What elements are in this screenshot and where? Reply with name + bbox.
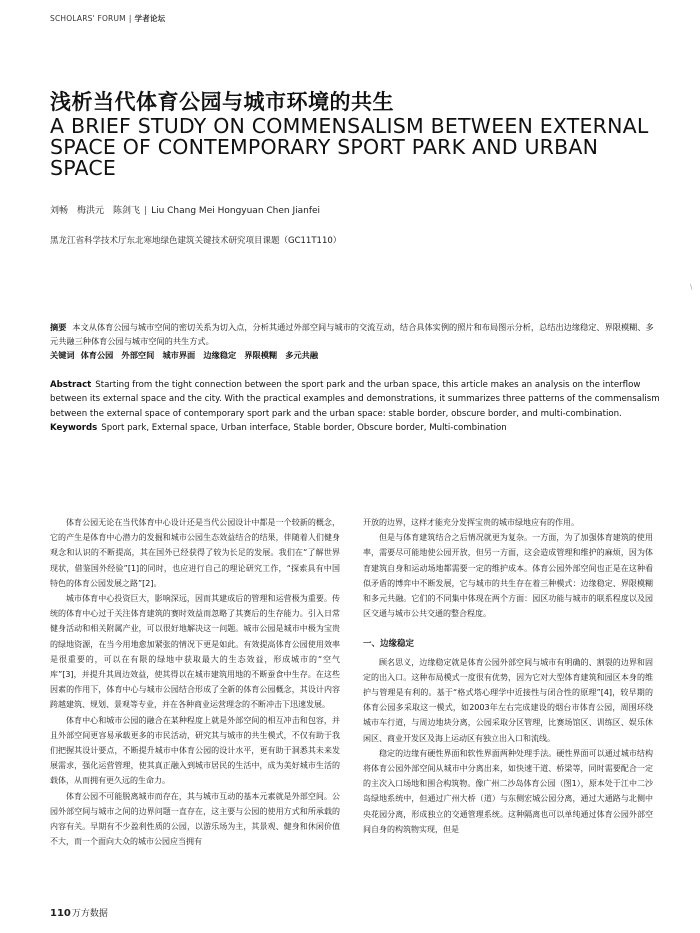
footer-journal-name: 万方数据 (71, 909, 108, 919)
abstract-en-text: Starting from the tight connection between the sport park and the urban space, this article makes an analysis on the interflow between its external space and the city. With the practical examples and demonstrations, it summarizes three patterns of the commensalism between the external space of contemporary sport park and the urban space: stable border, obscure border, and multi-combination. (50, 380, 660, 419)
body-paragraph: 但是与体育建筑结合之后情况就更为复杂。一方面，为了加强体育建筑的使用率，需要尽可能地使公园开放，但另一方面，这会造成管理和维护的麻烦，因为体育建筑自身和运动场地都需要一定的维护成本。体育公园外部空间也正是在这种看似矛盾的博弈中不断发展，它与城市的共生存在着三种模式：边缘稳定、界限模糊和多元共融。它们的不同集中体现在两个方面：园区功能与城市的联系程度以及园区交通与城市公共交通的整合程度。 (363, 533, 653, 619)
page-footer (50, 906, 108, 919)
abstract-cn (50, 320, 660, 362)
body-paragraph: 顾名思义，边缘稳定就是体育公园外部空间与城市有明确的、割裂的边界和固定的出入口。这种布局模式一度很有优势，因为它对大型体育建筑和园区本身的维护与管理是有利的。基于“格式塔心理学中近接性与闭合性的原理”[4]，较早期的体育公园多采取这一模式，如2003年左右完成建设的烟台市体育公园，周围环绕城市车行道，与周边地块分离，公园采取分区管理，比赛场馆区、训练区、娱乐休闲区、商业开发区及海上运动区有独立出入口和流线。 (363, 657, 653, 743)
page-number: 110 (50, 908, 71, 919)
abstract-en-body (50, 378, 660, 421)
body-column-left (50, 515, 340, 849)
section-heading: 一、边缘稳定 (363, 639, 415, 650)
authors-cn: 刘畅 梅洪元 陈剑飞 (50, 206, 141, 216)
authors-en: Liu Chang Mei Hongyuan Chen Jianfei (151, 206, 321, 216)
keywords-cn-label: 关键词 (50, 350, 75, 360)
body-paragraph: 开放的边界，这样才能充分发挥宝贵的城市绿地应有的作用。 (363, 518, 579, 527)
article-title-en: A BRIEF STUDY ON COMMENSALISM BETWEEN EXTERNAL SPACE OF CONTEMPORARY SPORT PARK AND URBAN SPACE (50, 114, 649, 180)
header-separator: | (128, 14, 132, 23)
running-header (50, 13, 165, 24)
body-paragraph: 体育中心和城市公园的融合在某种程度上就是外部空间的相互冲击和包容，并且外部空间更容易承载更多的市民活动，研究其与城市的共生模式，不仅有助于我们把握其设计要点，不断提升城市中体育公园的设计水平，更有助于洞悉其未来发展需求，强化运营管理，使其真正融入到城市居民的生活中，成为美好城市生活的载体，从而拥有更久远的生命力。 (50, 715, 340, 786)
body-column-right (363, 515, 653, 837)
keywords-en (50, 421, 660, 435)
body-paragraph: 稳定的边缘有硬性界面和软性界面两种处理手法。硬性界面可以通过城市结构将体育公园外部空间从城市中分离出来，如快速干道、桥梁等，同时需要配合一定的主次入口场地和围合构筑物。像广州二沙岛体育公园（图1），原本处于江中二沙岛绿地系统中，但通过广州大桥（道）与东侧宏城公园分离，通过大通路与北侧中央花园分离，形成独立的交通管理系统。这种隔离也可以单纯通过体育公园外部空间自身的构筑物实现，但是 (363, 748, 653, 834)
body-paragraph: 体育公园不可能脱离城市而存在，其与城市互动的基本元素就是外部空间。公园外部空间与城市之间的边界问题一直存在，这主要与公园的使用方式和所承载的内容有关。早期有不少盈利性质的公园，以游乐场为主，其景观、健身和休闲价值不大，而一个面向大众的城市公园应当拥有 (50, 791, 340, 847)
abstract-en (50, 378, 660, 436)
keywords-en-label: Keywords (50, 423, 98, 434)
keywords-en-text: Sport park, External space, Urban interface, Stable border, Obscure border, Multi-combination (101, 423, 507, 434)
abstract-cn-label: 摘要 (50, 322, 67, 332)
body-paragraph: 城市体育中心投资巨大，影响深远，因而其建成后的管理和运营极为重要。传统的体育中心过于关注体育建筑的赛时效益而忽略了其赛后的生存能力。引入日常健身活动和相关附属产业，可以很好地解决这一问题。城市公园是城市中极为宝贵的绿地资源，在当今用地愈加紧张的情况下更是如此。有效提高体育公园使用效率是很重要的，可以在有限的绿地中获取最大的生态效益，形成城市的“空气库”[3]，并提升其周边效益，使其得以在城市建筑用地的不断蚕食中生存。在这些因素的作用下，体育中心与城市公园结合形成了全新的体育公园概念，其设计内容跨越建筑、规划、景观等专业，并在各种商业运营理念的不断冲击下迅速发展。 (50, 594, 340, 710)
article-title-cn: 浅析当代体育公园与城市环境的共生 (50, 90, 394, 114)
funding-note: 黑龙江省科学技术厅东北寒地绿色建筑关键技术研究项目课题（GC11T110） (50, 236, 342, 246)
authors-separator: | (144, 206, 148, 216)
body-paragraph: 体育公园无论在当代体育中心设计还是当代公园设计中都是一个较新的概念，它的产生是体育中心潜力的发掘和城市公园生态效益结合的结果，伴随着人们健身观念和认识的不断提高，其在国外已经获得了较为长足的发展。我们在“了解世界现状，借鉴国外经验”[1]的同时，也应进行自己的理论研究工作，“探索具有中国特色的体育公园发展之路”[2]。 (50, 518, 340, 588)
abstract-cn-body (50, 320, 660, 348)
keywords-cn (50, 348, 660, 362)
abstract-cn-text: 本文从体育公园与城市空间的密切关系为切入点，分析其通过外部空间与城市的交流互动，结合具体实例的照片和布局图示分析，总结出边缘稳定、界限模糊、多元共融三种体育公园与城市空间的共生方式。 (50, 322, 654, 346)
journal-name-cn: 学者论坛 (134, 14, 166, 23)
abstract-en-label: Abstract (50, 380, 92, 390)
keywords-cn-text: 体育公园 外部空间 城市界面 边缘稳定 界限模糊 多元共融 (80, 350, 319, 360)
journal-name-en: SCHOLARS' FORUM (50, 14, 126, 23)
margin-mark: \ (690, 283, 693, 291)
author-line (50, 203, 320, 216)
